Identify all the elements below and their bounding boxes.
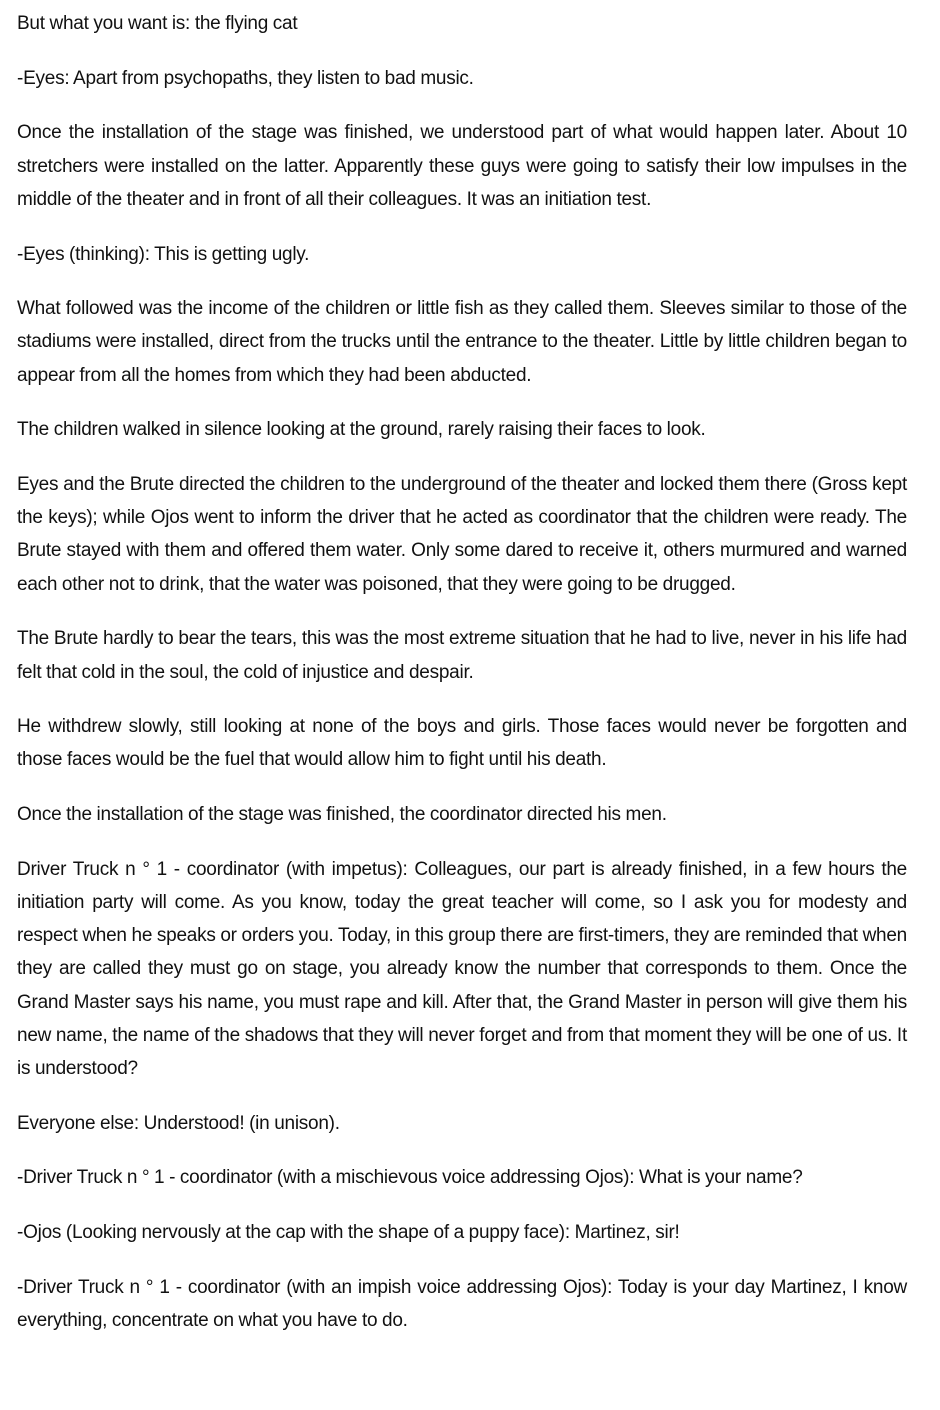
paragraph-eyes-bad-music: -Eyes: Apart from psychopaths, they listen to bad music.: [17, 67, 474, 89]
paragraph-what-is-your-name: -Driver Truck n ° 1 - coordinator (with a mischievous voice addressing Ojos): What is your name?: [17, 1167, 803, 1189]
paragraph-eyes-thinking: -Eyes (thinking): This is getting ugly.: [17, 243, 310, 265]
paragraph-flying-cat: But what you want is: the flying cat: [17, 13, 298, 34]
paragraph-underground-theater: Eyes and the Brute directed the children to the underground of the theater and locked them there (Gross kept the keys); while Ojos went to inform the driver that he acted as coordinator that the children were ready. The Brute stayed with them and offered them water. Only some dared to receive it, others murmured and warned each other not to drink, that the water was poisoned, that they were going to be drugged.: [17, 474, 907, 595]
document-page: [17, 7, 907, 1337]
paragraph-coordinator-speech: Driver Truck n ° 1 - coordinator (with impetus): Colleagues, our part is already finished, in a few hours the initiation party will come. As you know, today the great teacher will come, so I ask you for modesty and respect when he speaks or orders you. Today, in this group there are first-timers, they are reminded that when they are called they must go on stage, you already know the number that corresponds to them. Once the Grand Master says his name, you must rape and kill. After that, the Grand Master in person will give them his new name, the name of the shadows that they will never forget and from that moment they will be one of us. It is understood?: [17, 858, 907, 1080]
paragraph-coordinator-directed: Once the installation of the stage was finished, the coordinator directed his men.: [17, 804, 667, 826]
paragraph-children-income: What followed was the income of the children or little fish as they called them. Sleeves similar to those of the stadiums were installed, direct from the trucks until the entrance to the theater. Little by little children began to appear from all the homes from which they had been abducted.: [17, 298, 907, 386]
paragraph-ojos-martinez: -Ojos (Looking nervously at the cap with the shape of a puppy face): Martinez, sir!: [17, 1222, 680, 1244]
paragraph-your-day-martinez: -Driver Truck n ° 1 - coordinator (with an impish voice addressing Ojos): Today is your day Martinez, I know everything, concentrate on what you have to do.: [17, 1276, 907, 1332]
paragraph-brute-tears: The Brute hardly to bear the tears, this was the most extreme situation that he had to live, never in his life had felt that cold in the soul, the cold of injustice and despair.: [17, 628, 907, 683]
paragraph-children-silence: The children walked in silence looking at the ground, rarely raising their faces to look.: [17, 419, 706, 441]
paragraph-stage-installation: Once the installation of the stage was finished, we understood part of what would happen later. About 10 stretchers were installed on the latter. Apparently these guys were going to satisfy their low impulses in the middle of the theater and in front of all their colleagues. It was an initiation test.: [17, 122, 907, 210]
paragraph-everyone-understood: Everyone else: Understood! (in unison).: [17, 1112, 340, 1134]
paragraph-withdrew-slowly: He withdrew slowly, still looking at none of the boys and girls. Those faces would never be forgotten and those faces would be the fuel that would allow him to fight until his death.: [17, 716, 907, 771]
